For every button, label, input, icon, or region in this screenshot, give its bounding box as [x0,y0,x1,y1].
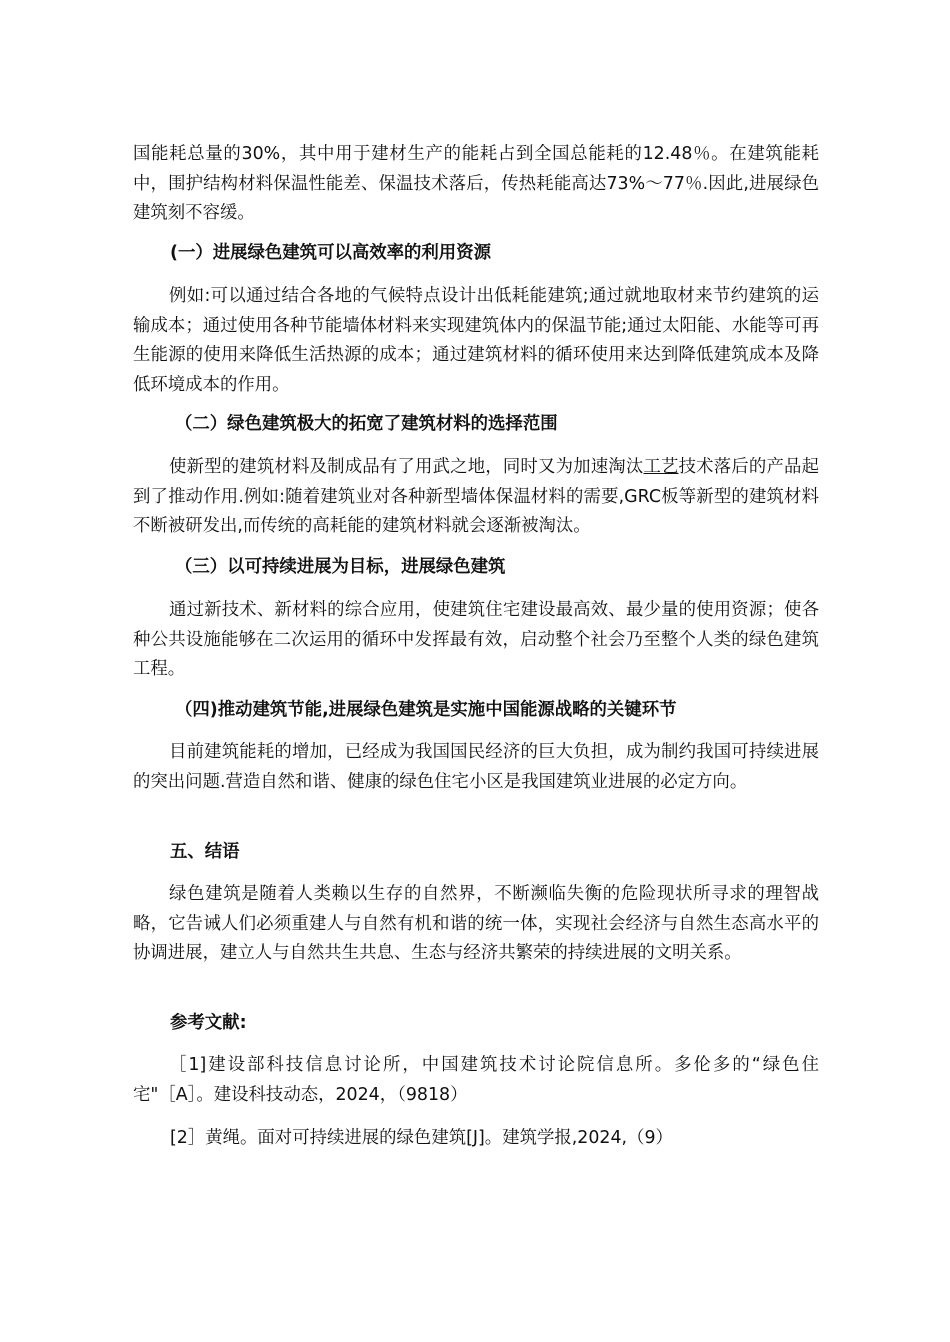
references-heading: 参考文献: [170,1013,247,1033]
reference-item: [2］黄绳。面对可持续进展的绿色建筑[J]。建筑学报,2024,（9） [170,1128,673,1148]
section-2-heading: （二）绿色建筑极大的拓宽了建筑材料的选择范围 [175,414,558,434]
section-2-body-text-end: 技术落后的产品起到了推动作用.例如:随着建筑业对各种新型墙体保温材料的需要,GRC板等新型的建筑材料不断被研发出,而传统的高耗能的建筑材料就会逐渐被淘汰。 [133,457,819,536]
section-1-heading: (一）进展绿色建筑可以高效率的利用资源 [170,243,491,263]
section-2-underlined-term: 工艺 [643,457,679,477]
section-2-body-text: 使新型的建筑材料及制成品有了用武之地，同时又为加速淘汰 [169,457,644,477]
section-3-body: 通过新技术、新材料的综合应用，使建筑住宅建设最高效、最少量的使用资源；使各种公共设施能够在二次运用的循环中发挥最有效，启动整个社会乃至整个人类的绿色建筑工程。 [133,600,819,679]
section-3-heading: （三）以可持续进展为目标，进展绿色建筑 [175,557,506,577]
conclusion-heading: 五、结语 [170,842,240,862]
conclusion-body: 绿色建筑是随着人类赖以生存的自然界，不断濒临失衡的危险现状所寻求的理智战略，它告诫人们必须重建人与自然有机和谐的统一体，实现社会经济与自然生态高水平的协调进展，建立人与自然共生共息、生态与经济共繁荣的持续进展的文明关系。 [133,884,819,963]
section-4-body: 目前建筑能耗的增加，已经成为我国国民经济的巨大负担，成为制约我国可持续进展的突出问题.营造自然和谐、健康的绿色住宅小区是我国建筑业进展的必定方向。 [133,742,819,792]
section-2-body [133,453,819,542]
section-1-body: 例如:可以通过结合各地的气候特点设计出低耗能建筑;通过就地取材来节约建筑的运输成本；通过使用各种节能墙体材料来实现建筑体内的保温节能;通过太阳能、水能等可再生能源的使用来降低生活热源的成本；通过建筑材料的循环使用来达到降低建筑成本及降低环境成本的作用。 [133,286,819,395]
reference-item: ［1]建设部科技信息讨论所，中国建筑技术讨论院信息所。多伦多的“绿色住宅"［A］。建设科技动态，2024，（9818） [133,1055,819,1105]
intro-paragraph: 国能耗总量的30%，其中用于建材生产的能耗占到全国总能耗的12.48％。在建筑能耗中，围护结构材料保温性能差、保温技术落后，传热耗能高达73%～77％.因此,进展绿色建筑刻不容缓。 [133,144,819,223]
section-4-heading: （四)推动建筑节能,进展绿色建筑是实施中国能源战略的关键环节 [175,700,677,720]
